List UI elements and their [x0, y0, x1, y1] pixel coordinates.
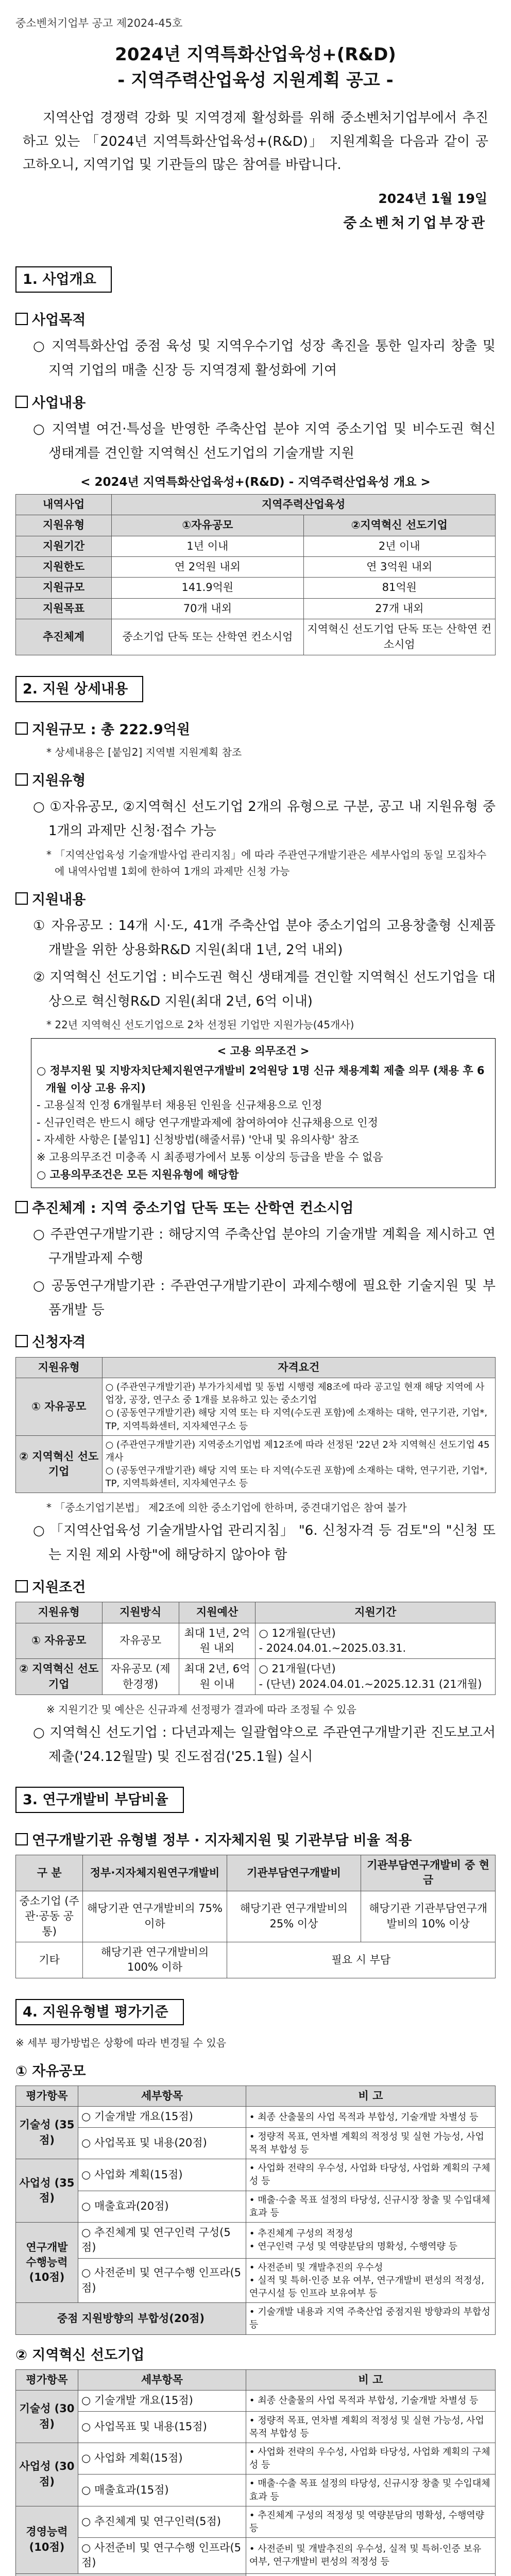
eval-header-2: 세부항목 — [78, 2369, 246, 2390]
system-heading — [15, 1198, 496, 1218]
notice-subtitle: - 지역주력산업육성 지원계획 공고 - — [117, 70, 394, 91]
types-heading — [15, 771, 496, 791]
qual-type-1: ① 자유공모 — [16, 1378, 103, 1435]
conditions-table — [15, 1602, 496, 1695]
employment-row: ※ 고용의무조건 미충족 시 최종평가에서 보통 이상의 등급을 받을 수 없음 — [37, 1150, 383, 1163]
table-cell: 1년 이내 — [112, 536, 303, 556]
cond-budget: 최대 2년, 6억원 이내 — [179, 1659, 256, 1695]
eval-item: ○ 사업화 계획(15점) — [78, 2159, 246, 2191]
eval-remark: • 최종 산출물의 사업 목적과 부합성, 기술개발 차별성 등 — [246, 2391, 495, 2411]
types-note: * 「지역산업육성 기술개발사업 관리지침」에 따라 주관연구개발기관은 세부사업의 동일 모집차수에 내역사업별 1회에 한하여 1개의 과제만 신청 가능 — [46, 849, 487, 878]
eval-remark: • 정량적 목표, 연차별 계획의 적정성 및 실현 가능성, 사업목적 부합성 등 — [246, 2411, 495, 2443]
table-row — [16, 557, 496, 578]
eval-header-3: 비 고 — [246, 2369, 495, 2390]
eval-item: ○ 사업목표 및 내용(20점) — [78, 2127, 246, 2159]
cond-type: ① 자유공모 — [16, 1623, 103, 1659]
eval-item: ○ 사업화 계획(15점) — [78, 2443, 246, 2474]
content-title: 사업내용 — [32, 395, 86, 411]
system-text-1: ○ 주관연구개발기관 : 해당지역 주축산업 분야의 기술개발 계획을 제시하고 연구개발과제 수행 — [33, 1227, 496, 1267]
eval-item: ○ 사전준비 및 연구수행 인프라(5점) — [78, 2258, 246, 2303]
qual-header-req: 자격요건 — [102, 1357, 495, 1378]
eval-header-3: 비 고 — [246, 2086, 495, 2107]
eval-item: ○ 사업목표 및 내용(15점) — [78, 2411, 246, 2443]
square-bullet-icon — [15, 396, 28, 408]
overview-table — [15, 494, 496, 655]
eval-remark: • 사전준비 및 개발추진의 우수성, 실적 및 특허·인증 보유 여부, 연구개발비 편성의 적정성 등 — [246, 2538, 495, 2574]
notice-number: 중소벤처기업부 공고 제2024-45호 — [15, 17, 183, 29]
cond-header-budget: 지원예산 — [179, 1602, 256, 1623]
table-row — [16, 619, 496, 655]
cond-text: ○ 지역혁신 선도기업 : 다년과제는 일괄협약으로 주관연구개발기관 진도보고서 제출('24.12월말) 및 진도점검('25.1월) 실시 — [33, 1725, 496, 1765]
purpose-text: ○ 지역특화산업 중점 육성 및 지역우수기업 성장 촉진을 통한 일자리 창출 및 지역 기업의 매출 신장 등 지역경제 활성화에 기여 — [33, 338, 496, 378]
overview-header-group: 지역주력산업육성 — [112, 494, 496, 515]
cond-title: 지원조건 — [32, 1580, 86, 1596]
eval-remark: • 추진체계 구성의 적정성 및 역량분담의 명확성, 수행역량 등 — [246, 2506, 495, 2537]
section-3-heading: 3. 연구개발비 부담비율 — [15, 1787, 184, 1813]
table-row — [16, 2107, 496, 2127]
contents-heading — [15, 890, 496, 910]
eval-remark: • 매출·수출 목표 설정의 타당성, 신규시장 창출 및 수입대체 효과 등 — [246, 2475, 495, 2506]
eval-group: 경영능력 (10점) — [16, 2506, 78, 2573]
eval-note: ※ 세부 평가방법은 상황에 따라 변경될 수 있음 — [15, 2036, 227, 2049]
table-cell: 141.9억원 — [112, 578, 303, 598]
table-row — [16, 536, 496, 556]
section-1-heading: 1. 사업개요 — [15, 266, 112, 293]
row-label: 지원기간 — [16, 536, 112, 556]
eval-group: 사업성 (35점) — [16, 2159, 78, 2223]
table-row — [16, 2443, 496, 2474]
table-cell: 70개 내외 — [112, 598, 303, 619]
employment-row: - 고용실적 인정 6개월부터 채용된 인원을 신규채용으로 인정 — [37, 1099, 322, 1112]
eval-header-1: 평가항목 — [16, 2369, 78, 2390]
qual-note: * 「중소기업기본법」 제2조에 의한 중소기업에 한하며, 중견대기업은 참여 불가 — [46, 1501, 407, 1514]
table-row — [16, 1891, 496, 1942]
contents-item-2: ② 지역혁신 선도기업 : 비수도권 혁신 생태계를 견인할 지역혁신 선도기업을 대상으로 혁신형R&D 지원(최대 2년, 6억 이내) — [33, 969, 496, 1009]
eval-item: ○ 매출효과(15점) — [78, 2475, 246, 2506]
table-cell: 해당기관 연구개발비의 100% 이하 — [83, 1942, 227, 1978]
eval-group: 기술성 (35점) — [16, 2107, 78, 2159]
purpose-heading — [15, 310, 496, 330]
eval-header-2: 세부항목 — [78, 2086, 246, 2107]
table-row — [16, 2391, 496, 2411]
eval-remark: • 추진체계 구성의 적정성 • 연구인력 구성 및 역량분담의 명확성, 수행역량 등 — [246, 2222, 495, 2258]
table-row — [16, 2475, 496, 2506]
qual-heading — [15, 1332, 496, 1352]
table-row — [16, 2573, 496, 2576]
eval-remark: • 사전준비 및 개발추진의 우수성 • 실적 및 특허·인증 보유 여부, 연구개발비 편성의 적정성, 연구시설 등 인프라 보유여부 등 — [246, 2258, 495, 2303]
table-row — [16, 1659, 496, 1695]
table-cell: 연 3억원 내외 — [303, 557, 495, 578]
section-4-heading: 4. 지원유형별 평가기준 — [15, 1999, 184, 2025]
row-label: 지원규모 — [16, 578, 112, 598]
table-row — [16, 2127, 496, 2159]
overview-header-col2: ②지역혁신 선도기업 — [303, 515, 495, 536]
eval-remark: • 사업화 전략의 우수성, 사업화 타당성, 사업화 계획의 구체성 등 — [246, 2159, 495, 2191]
notice-title: 2024년 지역특화산업육성+(R&D) — [115, 44, 396, 65]
qual-header-type: 지원유형 — [16, 1357, 103, 1378]
table-cell: 27개 내외 — [303, 598, 495, 619]
cond-method: 자유공모 — [102, 1623, 179, 1659]
table-row — [16, 1378, 496, 1435]
square-bullet-icon — [15, 773, 28, 786]
overview-header-col1: ①자유공모 — [112, 515, 303, 536]
row-label: 지원한도 — [16, 557, 112, 578]
table-cell: 81억원 — [303, 578, 495, 598]
table-row — [16, 578, 496, 598]
types-title: 지원유형 — [32, 773, 86, 789]
purpose-title: 사업목적 — [32, 312, 86, 329]
eval-item: ○ 사전준비 및 연구수행 인프라(5점) — [78, 2538, 246, 2574]
ratio-heading — [15, 1831, 496, 1851]
free-eval-table — [15, 2086, 496, 2335]
employment-row: - 자세한 사항은 [붙임1] 신청방법(해줄서류) '안내 및 유의사항' 참조 — [37, 1133, 359, 1146]
eval-group: 연구개발 수행능력 (10점) — [16, 2222, 78, 2302]
table-row — [16, 598, 496, 619]
cond-header-method: 지원방식 — [102, 1602, 179, 1623]
eval-group: 사업성 (30점) — [16, 2443, 78, 2506]
eval-remark: • 기술개발 내용과 지역 주축산업 중점지원 방향과의 부합성 등 — [246, 2303, 495, 2334]
intro-paragraph: 지역산업 경쟁력 강화 및 지역경제 활성화를 위해 중소벤처기업부에서 추진하고 있는 「2024년 지역특화산업육성+(R&D)」 지원계획을 다음과 같이 공고하오니, 지역기업 및 기관들의 많은 참여를 바랍니다. — [23, 110, 488, 173]
content-text: ○ 지역별 여건·특성을 반영한 주축산업 분야 지역 중소기업 및 비수도권 혁신 생태계를 견인할 지역혁신 선도기업의 기술개발 지원 — [33, 421, 496, 461]
table-row — [16, 1435, 496, 1493]
types-text: ○ ①자유공모, ②지역혁신 선도기업 2개의 유형으로 구분, 공고 내 지원유형 중 1개의 과제만 신청·접수 가능 — [33, 799, 496, 839]
eval-item: ○ 추진체계 및 연구인력(5점) — [78, 2506, 246, 2537]
table-cell: 필요 시 부담 — [227, 1942, 495, 1978]
contents-item-1: ① 자유공모 : 14개 시·도, 41개 주축산업 분야 중소기업의 고용창출형 신제품 개발을 위한 상용화R&D 지원(최대 1년, 2억 내외) — [33, 918, 496, 958]
eval-remark: • 매출·수출 목표 설정의 타당성, 신규시장 창출 및 수입대체 효과 등 — [246, 2191, 495, 2222]
table-row — [16, 1942, 496, 1978]
employment-condition-box — [31, 1038, 496, 1188]
section-2-heading: 2. 지원 상세내용 — [15, 676, 143, 702]
overview-table-caption: < 2024년 지역특화산업육성+(R&D) - 지역주력산업육성 개요 > — [80, 475, 431, 489]
qual-title: 신청자격 — [32, 1334, 86, 1351]
table-row — [16, 2303, 496, 2334]
square-bullet-icon — [15, 313, 28, 325]
contents-note: * 22년 지역혁신 선도기업으로 2차 선정된 기업만 지원가능(45개사) — [46, 1019, 354, 1031]
employment-row: ○ 정부지원 및 지방자치단체지원연구개발비 2억원당 1명 신규 채용계획 제출 의무 (채용 후 6개월 이상 고용 유지) — [37, 1064, 485, 1094]
qualification-table — [15, 1357, 496, 1494]
eval-remark: • 사업화 전략의 우수성, 사업화 타당성, 사업화 계획의 구체성 등 — [246, 2443, 495, 2474]
cond-note: ※ 지원기간 및 예산은 신규과제 선정평가 결과에 따라 조정될 수 있음 — [46, 1703, 356, 1716]
square-bullet-icon — [15, 1335, 28, 1347]
employment-row: - 신규인력은 반드시 해당 연구개발과제에 참여하여야 신규채용으로 인정 — [37, 1116, 378, 1129]
table-row — [16, 2411, 496, 2443]
square-bullet-icon — [15, 1580, 28, 1592]
table-cell: 연 2억원 내외 — [112, 557, 303, 578]
row-label: 추진체계 — [16, 619, 112, 655]
ratio-title: 연구개발기관 유형별 정부 · 지자체지원 및 기관부담 비율 적용 — [32, 1832, 412, 1849]
square-bullet-icon — [15, 722, 28, 735]
scale-heading — [15, 720, 496, 740]
free-eval-heading: ① 자유공모 — [15, 2063, 86, 2079]
system-text-2: ○ 공동연구개발기관 : 주관연구개발기관이 과제수행에 필요한 기술지원 및 부품개발 등 — [33, 1278, 496, 1318]
scale-title: 지원규모 : 총 222.9억원 — [32, 722, 190, 738]
table-cell: 해당기관 연구개발비의 75% 이하 — [83, 1891, 227, 1942]
issuing-org: 중소벤처기업부장관 — [343, 215, 487, 231]
cond-type: ② 지역혁신 선도기업 — [16, 1659, 103, 1695]
table-row — [16, 2159, 496, 2191]
eval-remark: • 정량적 목표, 연차별 계획의 적정성 및 실현 가능성, 사업목적 부합성 등 — [246, 2127, 495, 2159]
cond-method: 자유공모 (제한경쟁) — [102, 1659, 179, 1695]
eval-item: ○ 추진체계 및 연구인력 구성(5점) — [78, 2222, 246, 2258]
qual-text: ○ 「지역산업육성 기술개발사업 관리지침」 "6. 신청자격 등 검토"의 "신청 또는 지원 제외 사항"에 해당하지 않아야 함 — [33, 1523, 496, 1563]
eval-group — [16, 2573, 246, 2576]
eval-item: ○ 기술개발 개요(15점) — [78, 2391, 246, 2411]
content-heading — [15, 393, 496, 413]
eval-item: ○ 매출효과(20점) — [78, 2191, 246, 2222]
cond-budget: 최대 1년, 2억원 내외 — [179, 1623, 256, 1659]
scale-note: * 상세내용은 [붙임2] 지역별 지원계획 참조 — [46, 746, 242, 759]
cost-ratio-table — [15, 1855, 496, 1978]
table-cell: 지역혁신 선도기업 단독 또는 산학연 컨소시엄 — [303, 619, 495, 655]
table-row — [16, 1623, 496, 1659]
table-cell: 해당기관 연구개발비의 25% 이상 — [227, 1891, 361, 1942]
ratio-header-3: 기관부담연구개발비 — [227, 1855, 361, 1891]
notice-date: 2024년 1월 19일 — [378, 191, 487, 206]
employment-box-title: < 고용 의무조건 > — [217, 1045, 310, 1058]
eval-header-1: 평가항목 — [16, 2086, 78, 2107]
cond-period: ○ 21개월(다년) - (단년) 2024.04.01.~2025.12.31 (21개월) — [256, 1659, 496, 1695]
row-label: 지원목표 — [16, 598, 112, 619]
table-cell: 2년 이내 — [303, 536, 495, 556]
employment-row: ○ 고용의무조건은 모든 지원유형에 해당함 — [37, 1168, 239, 1181]
overview-header-type: 지원유형 — [16, 515, 112, 536]
system-title: 추진체계 : 지역 중소기업 단독 또는 산학연 컨소시엄 — [32, 1200, 354, 1217]
eval-remark: • 최종 산출물의 사업 목적과 부합성, 기술개발 차별성 등 — [246, 2107, 495, 2127]
table-row — [16, 2222, 496, 2258]
lead-eval-heading: ② 지역혁신 선도기업 — [15, 2347, 145, 2363]
table-cell: 중소기업 단독 또는 산학연 컨소시엄 — [112, 619, 303, 655]
table-row — [16, 2538, 496, 2574]
cond-header-period: 지원기간 — [256, 1602, 496, 1623]
ratio-header-4: 기관부담연구개발비 중 현금 — [361, 1855, 496, 1891]
ratio-header-1: 구 분 — [16, 1855, 83, 1891]
cond-header-type: 지원유형 — [16, 1602, 103, 1623]
eval-remark — [246, 2573, 495, 2576]
cond-period: ○ 12개월(단년) - 2024.04.01.~2025.03.31. — [256, 1623, 496, 1659]
eval-item: ○ 기술개발 개요(15점) — [78, 2107, 246, 2127]
table-cell: 해당기관 기관부담연구개발비의 10% 이상 — [361, 1891, 496, 1942]
table-cell: 기타 — [16, 1942, 83, 1978]
contents-title: 지원내용 — [32, 892, 86, 908]
qual-req-1: ○ (주관연구개발기관) 부가가치세법 및 동법 시행령 제8조에 따라 공고일 현재 해당 지역에 사업장, 공장, 연구소 중 1개를 보유하고 있는 중소기업 ○ (공동연구개발기관) 해당 지역 또는 타 지역(수도권 포함)에 소재하는 대학, 연구기관, 기업*, TP, 지역특화센터, 지자체연구소 등 — [102, 1378, 495, 1435]
cond-heading — [15, 1578, 496, 1598]
qual-req-2: ○ (주관연구개발기관) 지역중소기업법 제12조에 따라 선정된 '22년 2차 지역혁신 선도기업 45개사 ○ (공동연구개발기관) 해당 지역 또는 타 지역(수도권 포함)에 소재하는 대학, 연구기관, 기업*, TP, 지역특화센터, 지자체연구소 등 — [102, 1435, 495, 1493]
square-bullet-icon — [15, 892, 28, 905]
table-row — [16, 2258, 496, 2303]
table-row — [16, 2191, 496, 2222]
qual-type-2: ② 지역혁신 선도기업 — [16, 1435, 103, 1493]
lead-eval-table — [15, 2369, 496, 2576]
eval-group: 기술성 (30점) — [16, 2391, 78, 2443]
square-bullet-icon — [15, 1201, 28, 1213]
ratio-header-2: 정부·지자체지원연구개발비 — [83, 1855, 227, 1891]
overview-header-kind: 내역사업 — [16, 494, 112, 515]
table-cell: 중소기업 (주관·공동 공통) — [16, 1891, 83, 1942]
eval-group: 중점 지원방향의 부합성(20점) — [16, 2303, 246, 2334]
table-row — [16, 2506, 496, 2537]
square-bullet-icon — [15, 1833, 28, 1845]
